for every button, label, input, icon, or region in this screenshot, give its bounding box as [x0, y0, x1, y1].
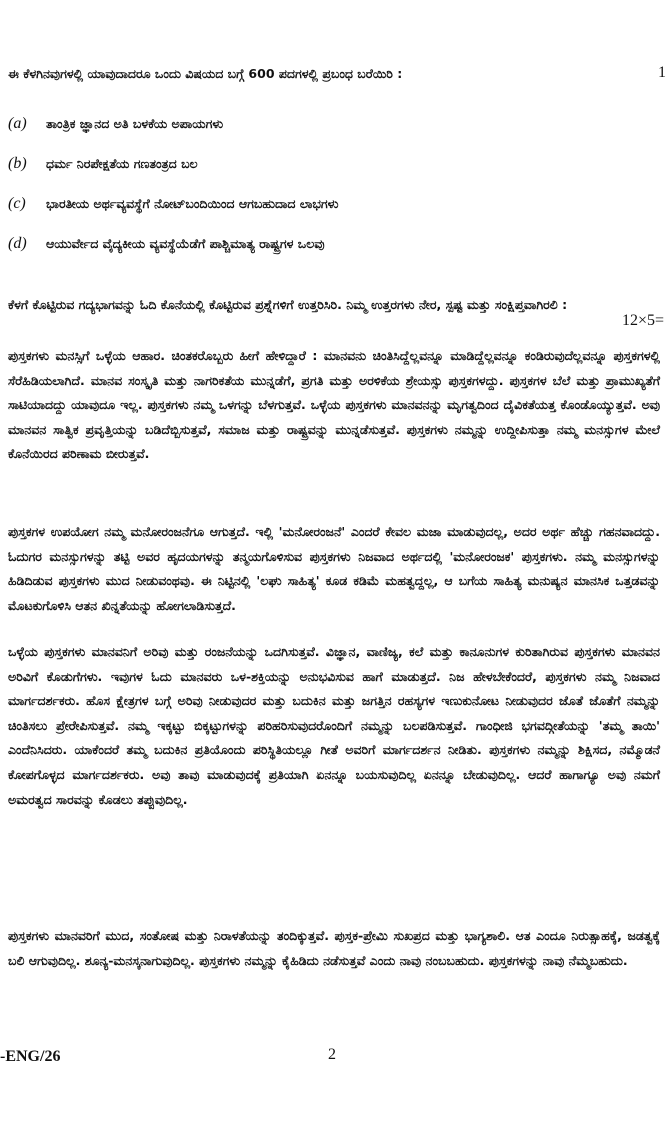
topic-marker: (d) [8, 235, 27, 252]
passage-paragraph-1: ಪುಸ್ತಕಗಳು ಮನಸ್ಸಿಗೆ ಒಳ್ಳೆಯ ಆಹಾರ. ಚಿಂತಕರೊಬ್ಬರು ಹೀಗೆ ಹೇಳಿದ್ದಾರೆ : ಮಾನವನು ಚಿಂತಿಸಿದ್ದೆಲ್ಲವನ್ನೂ ಮಾಡಿದ್ದೆಲ್ಲವನ್ನೂ ಕಂಡಿರುವುದೆಲ್ಲವನ್ನೂ ಪುಸ್ತಕಗಳಲ್ಲಿ ಸೆರೆಹಿಡಿಯಲಾಗಿದೆ. ಮಾನವ ಸಂಸ್ಕೃತಿ ಮತ್ತು ನಾಗರಿಕತೆಯ ಮುನ್ನಡೆಗೆ, ಪ್ರಗತಿ ಮತ್ತು ಅರಳಿಕೆಯ ಶ್ರೇಯಸ್ಸು ಪುಸ್ತಕಗಳದ್ದು. ಪುಸ್ತಕಗಳ ಬೆಲೆ ಮತ್ತು ಪ್ರಾಮುಖ್ಯತೆಗೆ ಸಾಟಿಯಾದದ್ದು ಯಾವುದೂ ಇಲ್ಲ. ಪುಸ್ತಕಗಳು ನಮ್ಮ ಒಳಗನ್ನು ಬೆಳಗುತ್ತವೆ. ಒಳ್ಳೆಯ ಪುಸ್ತಕಗಳು ಮಾನವನನ್ನು ಮೃಗತ್ವದಿಂದ ದೈವಿಕತೆಯತ್ತ ಕೊಂಡೊಯ್ಯುತ್ತವೆ. ಅವು ಮಾನವನ ಸಾತ್ವಿಕ ಪ್ರವೃತ್ತಿಯನ್ನು ಬಡಿದೆಬ್ಬಿಸುತ್ತವೆ, ಸಮಾಜ ಮತ್ತು ರಾಷ್ಟ್ರವನ್ನು ಮುನ್ನಡೆಸುತ್ತವೆ. ಪುಸ್ತಕಗಳು ನಮ್ಮನ್ನು ಉದ್ದೀಪಿಸುತ್ತಾ ನಮ್ಮ ಮನಸ್ಸುಗಳ ಮೇಲೆ ಕೊನೆಯಿರದ ಪರಿಣಾಮ ಬೀರುತ್ತವೆ. [8, 348, 660, 462]
topic-text: ಭಾರತೀಯ ಅರ್ಥವ್ಯವಸ್ಥೆಗೆ ನೋಟ್‌ಬಂದಿಯಿಂದ ಆಗಬಹುದಾದ ಲಾಭಗಳು [46, 196, 339, 211]
page-number: 2 [328, 1046, 336, 1063]
essay-topic-c [8, 184, 648, 224]
passage-instruction: ಕೆಳಗೆ ಕೊಟ್ಟಿರುವ ಗದ್ಯಭಾಗವನ್ನು ಓದಿ ಕೊನೆಯಲ್ಲಿ ಕೊಟ್ಟಿರುವ ಪ್ರಶ್ನೆಗಳಿಗೆ ಉತ್ತರಿಸಿರಿ. ನಿಮ್ಮ ಉತ್ತರಗಳು ನೇರ, ಸ್ಪಷ್ಟ ಮತ್ತು ಸಂಕ್ಷಿಪ್ತವಾಗಿರಲಿ : [8, 297, 568, 312]
essay-topic-b [8, 144, 648, 184]
passage-paragraph-4: ಪುಸ್ತಕಗಳು ಮಾನವರಿಗೆ ಮುದ, ಸಂತೋಷ ಮತ್ತು ನಿರಾಳತೆಯನ್ನು ತಂದಿಕ್ಕುತ್ತವೆ. ಪುಸ್ತಕ-ಪ್ರೇಮಿ ಸುಖಪ್ರದ ಮತ್ತು ಭಾಗ್ಯಶಾಲಿ. ಆತ ಎಂದೂ ನಿರುತ್ಸಾಹಕ್ಕೆ, ಜಡತ್ವಕ್ಕೆ ಬಲಿ ಆಗುವುದಿಲ್ಲ. ಶೂನ್ಯ-ಮನಸ್ಕನಾಗುವುದಿಲ್ಲ. ಪುಸ್ತಕಗಳು ನಮ್ಮನ್ನು ಕೈಹಿಡಿದು ನಡೆಸುತ್ತವೆ ಎಂದು ನಾವು ನಂಬಬಹುದು. ಪುಸ್ತಕಗಳನ್ನು ನಾವು ನೆಮ್ಮಬಹುದು. [8, 928, 660, 968]
topic-marker: (a) [8, 115, 27, 132]
paper-code: -ENG/26 [0, 1048, 61, 1065]
topic-marker: (b) [8, 155, 27, 172]
passage-paragraph-2: ಪುಸ್ತಕಗಳ ಉಪಯೋಗ ನಮ್ಮ ಮನೋರಂಜನೆಗೂ ಆಗುತ್ತದೆ. ಇಲ್ಲಿ 'ಮನೋರಂಜನೆ' ಎಂದರೆ ಕೇವಲ ಮಜಾ ಮಾಡುವುದಲ್ಲ, ಅದರ ಅರ್ಥ ಹೆಚ್ಚು ಗಹನವಾದದ್ದು. ಓದುಗರ ಮನಸ್ಸುಗಳನ್ನು ತಟ್ಟಿ ಅವರ ಹೃದಯಗಳನ್ನು ತನ್ಮಯಗೊಳಿಸುವ ಪುಸ್ತಕಗಳು ನಿಜವಾದ ಅರ್ಥದಲ್ಲಿ 'ಮನೋರಂಜಕ' ಪುಸ್ತಕಗಳು. ನಮ್ಮ ಮನಸ್ಸುಗಳನ್ನು ಹಿಡಿದಿಡುವ ಪುಸ್ತಕಗಳು ಮುದ ನೀಡುವಂಥವು. ಈ ನಿಟ್ಟಿನಲ್ಲಿ 'ಲಘು ಸಾಹಿತ್ಯ' ಕೂಡ ಕಡಿಮೆ ಮಹತ್ವದ್ದಲ್ಲ, ಆ ಬಗೆಯ ಸಾಹಿತ್ಯ ಮನುಷ್ಯನ ಮಾನಸಿಕ ಒತ್ತಡವನ್ನು ಮೊಟಕುಗೊಳಿಸಿ ಆತನ ಖಿನ್ನತೆಯನ್ನು ಹೋಗಲಾಡಿಸುತ್ತದೆ. [8, 524, 660, 613]
marks-label: 12×5= [621, 312, 664, 329]
passage-paragraph-3: ಒಳ್ಳೆಯ ಪುಸ್ತಕಗಳು ಮಾನವನಿಗೆ ಅರಿವು ಮತ್ತು ರಂಜನೆಯನ್ನು ಒದಗಿಸುತ್ತವೆ. ವಿಜ್ಞಾನ, ವಾಣಿಜ್ಯ, ಕಲೆ ಮತ್ತು ಕಾನೂನುಗಳ ಕುರಿತಾಗಿರುವ ಪುಸ್ತಕಗಳು ಮಾನವನ ಅರಿವಿಗೆ ಕೊಡುಗೆಗಳು. ಇವುಗಳ ಓದು ಮಾನವರು ಒಳ-ಶಕ್ತಿಯನ್ನು ಅನುಭವಿಸುವ ಹಾಗೆ ಮಾಡುತ್ತದೆ. ನಿಜ ಹೇಳಬೇಕೆಂದರೆ, ಪುಸ್ತಕಗಳು ನಮ್ಮ ನಿಜವಾದ ಮಾರ್ಗದರ್ಶಕರು. ಹೊಸ ಕ್ಷೇತ್ರಗಳ ಬಗ್ಗೆ ಅರಿವು ನೀಡುವುದರ ಮತ್ತು ಬದುಕಿನ ಮತ್ತು ಜಗತ್ತಿನ ರಹಸ್ಯಗಳ ಇಣುಕುನೋಟ ನೀಡುವುದರ ಜೊತೆ ಜೊತೆಗೆ ನಮ್ಮನ್ನು ಚಿಂತಿಸಲು ಪ್ರೇರೇಪಿಸುತ್ತವೆ. ನಮ್ಮ ಇಕ್ಕಟ್ಟು ಬಿಕ್ಕಟ್ಟುಗಳನ್ನು ಪರಿಹರಿಸುವುದರೊಂದಿಗೆ ನಮ್ಮನ್ನು ಬಲಪಡಿಸುತ್ತವೆ. ಗಾಂಧೀಜಿ ಭಗವದ್ಗೀತೆಯನ್ನು 'ತಮ್ಮ ತಾಯಿ' ಎಂದೆನಿಸಿದರು. ಯಾಕೆಂದರೆ ತಮ್ಮ ಬದುಕಿನ ಪ್ರತಿಯೊಂದು ಪರಿಸ್ಥಿತಿಯಲ್ಲೂ ಗೀತೆ ಅವರಿಗೆ ಮಾರ್ಗದರ್ಶನ ನೀಡಿತು. ಪುಸ್ತಕಗಳು ನಮ್ಮನ್ನು ಶಿಕ್ಷಿಸದ, ನಮ್ಮೊಡನೆ ಕೋಪಗೊಳ್ಳದ ಮಾರ್ಗದರ್ಶಕರು. ಅವು ತಾವು ಮಾಡುವುದಕ್ಕೆ ಪ್ರತಿಯಾಗಿ ಏನನ್ನೂ ಬಯಸುವುದಿಲ್ಲ ಏನನ್ನೂ ಬೇಡುವುದಿಲ್ಲ. ಆದರೆ ಹಾಗಾಗ್ಯೂ ಅವು ನಮಗೆ ಅಮರತ್ವದ ಸಾರವನ್ನು ಕೊಡಲು ತಪ್ಪುವುದಿಲ್ಲ. [8, 644, 660, 807]
topic-text: ತಾಂತ್ರಿಕ ಜ್ಞಾನದ ಅತಿ ಬಳಕೆಯ ಅಪಾಯಗಳು [46, 116, 224, 131]
topic-text: ಆಯುರ್ವೇದ ವೈದ್ಯಕೀಯ ವ್ಯವಸ್ಥೆಯೆಡೆಗೆ ಪಾಶ್ಚಿಮಾತ್ಯ ರಾಷ್ಟ್ರಗಳ ಒಲವು [46, 236, 325, 251]
essay-topic-list [8, 104, 648, 264]
essay-instruction: ಈ ಕೆಳಗಿನವುಗಳಲ್ಲಿ ಯಾವುದಾದರೂ ಒಂದು ವಿಷಯದ ಬಗ್ಗೆ 600 ಪದಗಳಲ್ಲಿ ಪ್ರಬಂಧ ಬರೆಯಿರಿ : [8, 66, 403, 81]
topic-text: ಧರ್ಮ ನಿರಪೇಕ್ಷತೆಯ ಗಣತಂತ್ರದ ಬಲ [46, 156, 198, 171]
question-number: 1 [658, 64, 666, 81]
topic-marker: (c) [8, 195, 26, 212]
essay-topic-a [8, 104, 648, 144]
essay-topic-d [8, 224, 648, 264]
